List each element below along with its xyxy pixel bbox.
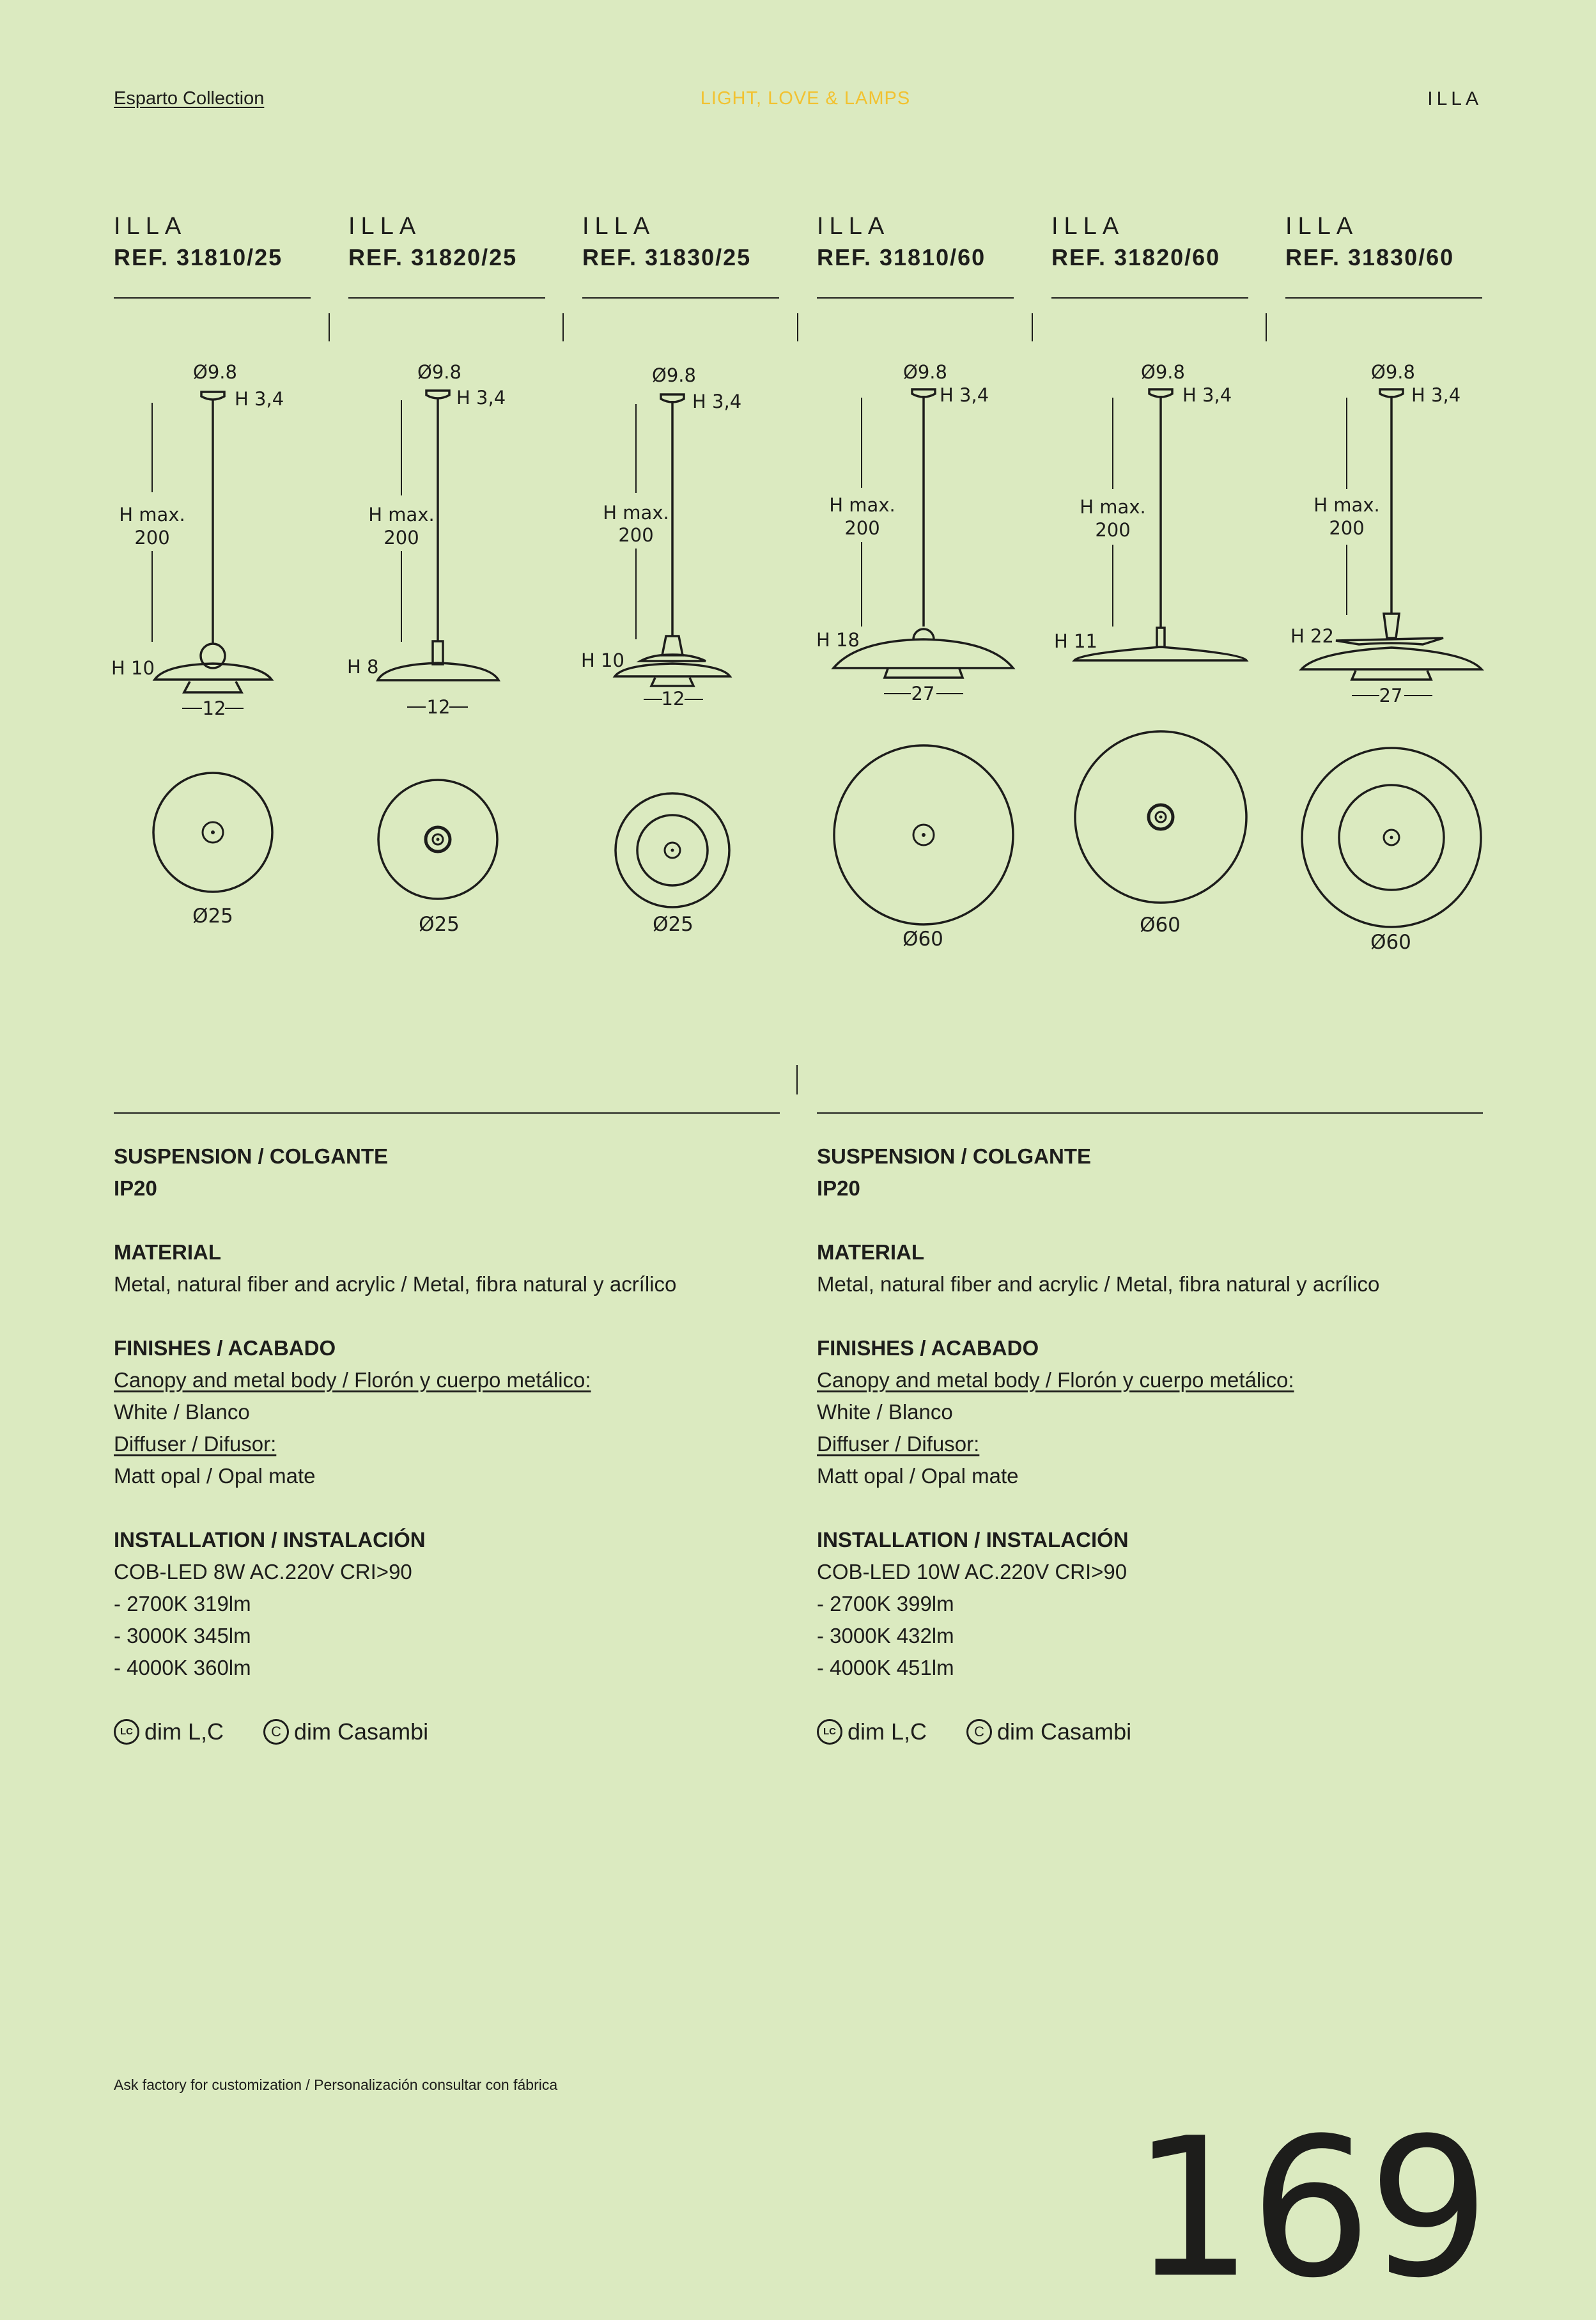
material-text: Metal, natural fiber and acrylic / Metal, fibra natural y acrílico <box>114 1272 677 1296</box>
lumen-option: - 4000K 360lm <box>114 1656 251 1679</box>
product-header <box>817 211 1014 274</box>
dimming-options <box>114 1716 676 1748</box>
h-max-label: H max. <box>829 494 895 516</box>
installation-title: INSTALLATION / INSTALACIÓN <box>114 1528 426 1552</box>
dim-casambi-label: dim Casambi <box>997 1718 1132 1745</box>
bottom-width-label: 12 <box>661 688 685 710</box>
installation-title: INSTALLATION / INSTALACIÓN <box>817 1528 1129 1552</box>
product-name: ILLA <box>114 213 187 240</box>
ip-rating: IP20 <box>817 1176 860 1200</box>
canopy-height-label: H 3,4 <box>1182 384 1232 406</box>
product-ref: REF. 31830/60 <box>1285 244 1455 270</box>
lamp-drawing-31820-25 <box>347 361 506 936</box>
product-family-title: ILLA <box>1427 88 1482 109</box>
canopy-height-label: H 3,4 <box>235 388 284 410</box>
divider <box>114 1112 780 1114</box>
divider <box>817 297 1014 299</box>
dim-lc-label: dim L,C <box>144 1718 224 1745</box>
product-type: SUSPENSION / COLGANTE <box>114 1144 389 1168</box>
dim-lc <box>817 1716 927 1748</box>
dim-lc-label: dim L,C <box>848 1718 927 1745</box>
collection-link[interactable]: Esparto Collection <box>114 88 265 109</box>
product-name: ILLA <box>817 213 890 240</box>
product-ref: REF. 31820/60 <box>1051 244 1221 270</box>
divider <box>817 1112 1483 1114</box>
brand-tagline: LIGHT, LOVE & LAMPS <box>700 88 911 109</box>
bottom-width-label: 27 <box>911 683 935 705</box>
h-max-value: 200 <box>618 524 654 546</box>
shade-height-label: H 11 <box>1054 630 1097 652</box>
page-number: 169 <box>1131 2097 1486 2320</box>
canopy-height-label: H 3,4 <box>940 384 989 406</box>
shade-height-label: H 10 <box>111 657 155 679</box>
customization-note: Ask factory for customization / Personalización consultar con fábrica <box>114 2076 558 2093</box>
lamp-drawing-31810-25 <box>111 361 284 928</box>
h-max-label: H max. <box>368 504 435 526</box>
product-type: SUSPENSION / COLGANTE <box>817 1144 1092 1168</box>
material-text: Metal, natural fiber and acrylic / Metal, fibra natural y acrílico <box>817 1272 1380 1296</box>
canopy-diameter-label: Ø9.8 <box>417 361 461 383</box>
canopy-diameter-label: Ø9.8 <box>1141 361 1185 383</box>
product-ref: REF. 31810/25 <box>114 244 283 270</box>
installation-text: COB-LED 8W AC.220V CRI>90 <box>114 1560 412 1584</box>
dim-casambi-label: dim Casambi <box>294 1718 429 1745</box>
divider <box>582 297 779 299</box>
lamp-drawing-31820-60 <box>1054 361 1246 937</box>
casambi-icon: C <box>966 1719 992 1745</box>
product-name: ILLA <box>348 213 422 240</box>
dim-lc <box>114 1716 224 1748</box>
diameter-label: Ø25 <box>192 905 233 928</box>
lc-icon: LC <box>114 1719 139 1745</box>
product-name: ILLA <box>1285 213 1359 240</box>
column-separator <box>796 1065 798 1094</box>
ip-rating: IP20 <box>114 1176 157 1200</box>
product-ref: REF. 31810/60 <box>817 244 986 270</box>
diameter-label: Ø60 <box>1140 914 1181 937</box>
finishes-title: FINISHES / ACABADO <box>114 1336 336 1360</box>
shade-height-label: H 8 <box>347 656 379 678</box>
lumen-option: - 3000K 432lm <box>817 1624 954 1647</box>
shade-height-label: H 22 <box>1290 625 1334 647</box>
lumen-option: - 2700K 399lm <box>817 1592 954 1615</box>
divider <box>114 297 311 299</box>
lc-icon: LC <box>817 1719 842 1745</box>
canopy-height-label: H 3,4 <box>1411 384 1461 406</box>
shade-height-label: H 18 <box>816 629 860 651</box>
diameter-label: Ø60 <box>1370 931 1411 954</box>
diffuser-label: Diffuser / Difusor: <box>817 1432 980 1456</box>
canopy-diameter-label: Ø9.8 <box>1371 361 1415 383</box>
h-max-label: H max. <box>1313 494 1380 516</box>
lamp-drawing-31830-25 <box>581 364 741 936</box>
divider <box>348 297 545 299</box>
canopy-height-label: H 3,4 <box>456 387 506 409</box>
lamp-drawing-31810-60 <box>816 361 1013 951</box>
product-header <box>114 211 311 274</box>
dim-casambi <box>966 1716 1131 1748</box>
canopy-diameter-label: Ø9.8 <box>903 361 947 383</box>
h-max-label: H max. <box>119 504 185 526</box>
h-max-value: 200 <box>384 527 419 549</box>
canopy-label: Canopy and metal body / Florón y cuerpo metálico: <box>817 1368 1294 1392</box>
lumen-option: - 4000K 451lm <box>817 1656 954 1679</box>
lumen-option: - 2700K 319lm <box>114 1592 251 1615</box>
product-name: ILLA <box>1051 213 1125 240</box>
material-title: MATERIAL <box>114 1240 222 1264</box>
material-title: MATERIAL <box>817 1240 925 1264</box>
h-max-value: 200 <box>844 517 880 539</box>
dim-casambi <box>263 1716 428 1748</box>
installation-text: COB-LED 10W AC.220V CRI>90 <box>817 1560 1127 1584</box>
shade-height-label: H 10 <box>581 650 624 671</box>
product-header <box>1285 211 1482 274</box>
canopy-diameter-label: Ø9.8 <box>193 361 237 383</box>
product-header <box>1051 211 1248 274</box>
product-ref: REF. 31820/25 <box>348 244 518 270</box>
canopy-value: White / Blanco <box>114 1400 250 1424</box>
h-max-value: 200 <box>134 527 170 549</box>
h-max-value: 200 <box>1329 517 1365 539</box>
diameter-label: Ø60 <box>903 928 943 951</box>
bottom-width-label: 12 <box>202 697 226 719</box>
lumen-option: - 3000K 345lm <box>114 1624 251 1647</box>
dimming-options <box>817 1716 1379 1748</box>
diameter-label: Ø25 <box>653 913 693 936</box>
h-max-value: 200 <box>1095 519 1131 541</box>
divider <box>1051 297 1248 299</box>
divider <box>1285 297 1482 299</box>
bottom-width-label: 12 <box>426 696 451 718</box>
canopy-diameter-label: Ø9.8 <box>652 364 696 386</box>
product-header <box>348 211 545 274</box>
canopy-label: Canopy and metal body / Florón y cuerpo metálico: <box>114 1368 591 1392</box>
product-ref: REF. 31830/25 <box>582 244 752 270</box>
canopy-value: White / Blanco <box>817 1400 953 1424</box>
technical-drawings <box>0 332 1596 972</box>
lamp-drawing-31830-60 <box>1290 361 1482 954</box>
diffuser-value: Matt opal / Opal mate <box>817 1464 1019 1488</box>
diffuser-value: Matt opal / Opal mate <box>114 1464 316 1488</box>
casambi-icon: C <box>263 1719 289 1745</box>
bottom-width-label: 27 <box>1379 685 1403 706</box>
h-max-label: H max. <box>603 502 669 524</box>
finishes-title: FINISHES / ACABADO <box>817 1336 1039 1360</box>
h-max-label: H max. <box>1080 496 1146 518</box>
canopy-height-label: H 3,4 <box>692 391 742 412</box>
diffuser-label: Diffuser / Difusor: <box>114 1432 277 1456</box>
product-header <box>582 211 779 274</box>
diameter-label: Ø25 <box>419 913 460 936</box>
product-name: ILLA <box>582 213 656 240</box>
